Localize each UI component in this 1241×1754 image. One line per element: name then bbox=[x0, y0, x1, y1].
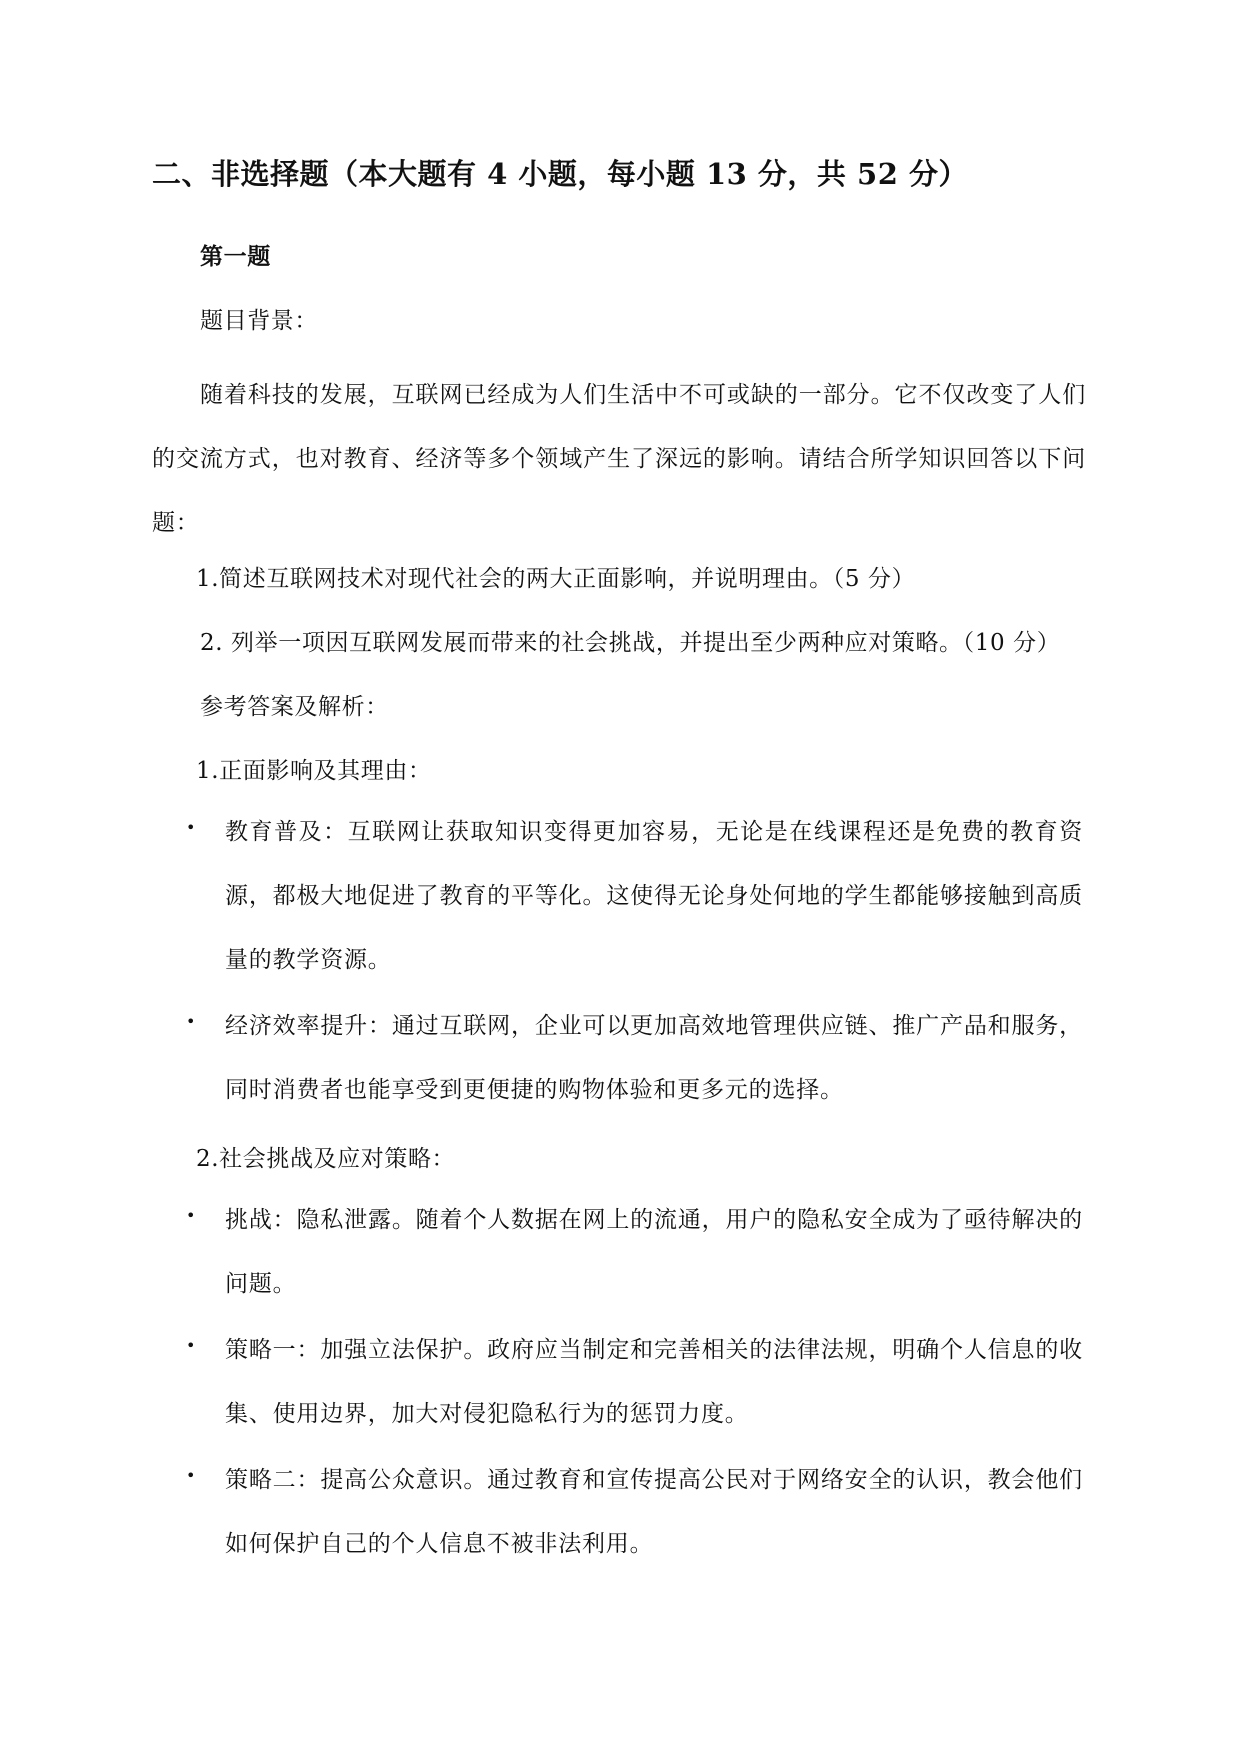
answer-label: 参考答案及解析： bbox=[200, 694, 389, 720]
section-title: 二、非选择题（本大题有 4 小题，每小题 13 分，共 52 分） bbox=[152, 157, 968, 191]
background-paragraph: 随着科技的发展，互联网已经成为人们生活中不可或缺的一部分。它不仅改变了人们的交流方式，也对教育、经济等多个领域产生了深远的影响。请结合所学知识回答以下问题： bbox=[152, 382, 1086, 536]
bullet-icon: • bbox=[186, 1336, 196, 1355]
list-item: 教育普及：互联网让获取知识变得更加容易，无论是在线课程还是免费的教育资源，都极大地促进了教育的平等化。这使得无论身处何地的学生都能够接触到高质量的教学资源。 bbox=[225, 819, 1083, 973]
answer-part1-heading: 1.正面影响及其理由： bbox=[196, 758, 432, 784]
bullet-icon: • bbox=[186, 1206, 196, 1225]
list-item: 策略二：提高公众意识。通过教育和宣传提高公民对于网络安全的认识，教会他们如何保护自己的个人信息不被非法利用。 bbox=[225, 1467, 1083, 1557]
bullet-icon: • bbox=[186, 1466, 196, 1485]
question-title: 第一题 bbox=[200, 243, 271, 270]
answer-part2-heading: 2.社会挑战及应对策略： bbox=[196, 1146, 456, 1172]
list-item: 经济效率提升：通过互联网，企业可以更加高效地管理供应链、推广产品和服务，同时消费者也能享受到更便捷的购物体验和更多元的选择。 bbox=[225, 1013, 1083, 1103]
background-label: 题目背景： bbox=[200, 308, 318, 334]
question-item-2: 2. 列举一项因互联网发展而带来的社会挑战，并提出至少两种应对策略。（10 分） bbox=[200, 630, 1061, 656]
bullet-icon: • bbox=[186, 1012, 196, 1031]
question-item-1: 1.简述互联网技术对现代社会的两大正面影响，并说明理由。（5 分） bbox=[196, 566, 916, 592]
list-item: 策略一：加强立法保护。政府应当制定和完善相关的法律法规，明确个人信息的收集、使用边界，加大对侵犯隐私行为的惩罚力度。 bbox=[225, 1337, 1083, 1427]
list-item: 挑战：隐私泄露。随着个人数据在网上的流通，用户的隐私安全成为了亟待解决的问题。 bbox=[225, 1207, 1083, 1297]
bullet-icon: • bbox=[186, 818, 196, 837]
